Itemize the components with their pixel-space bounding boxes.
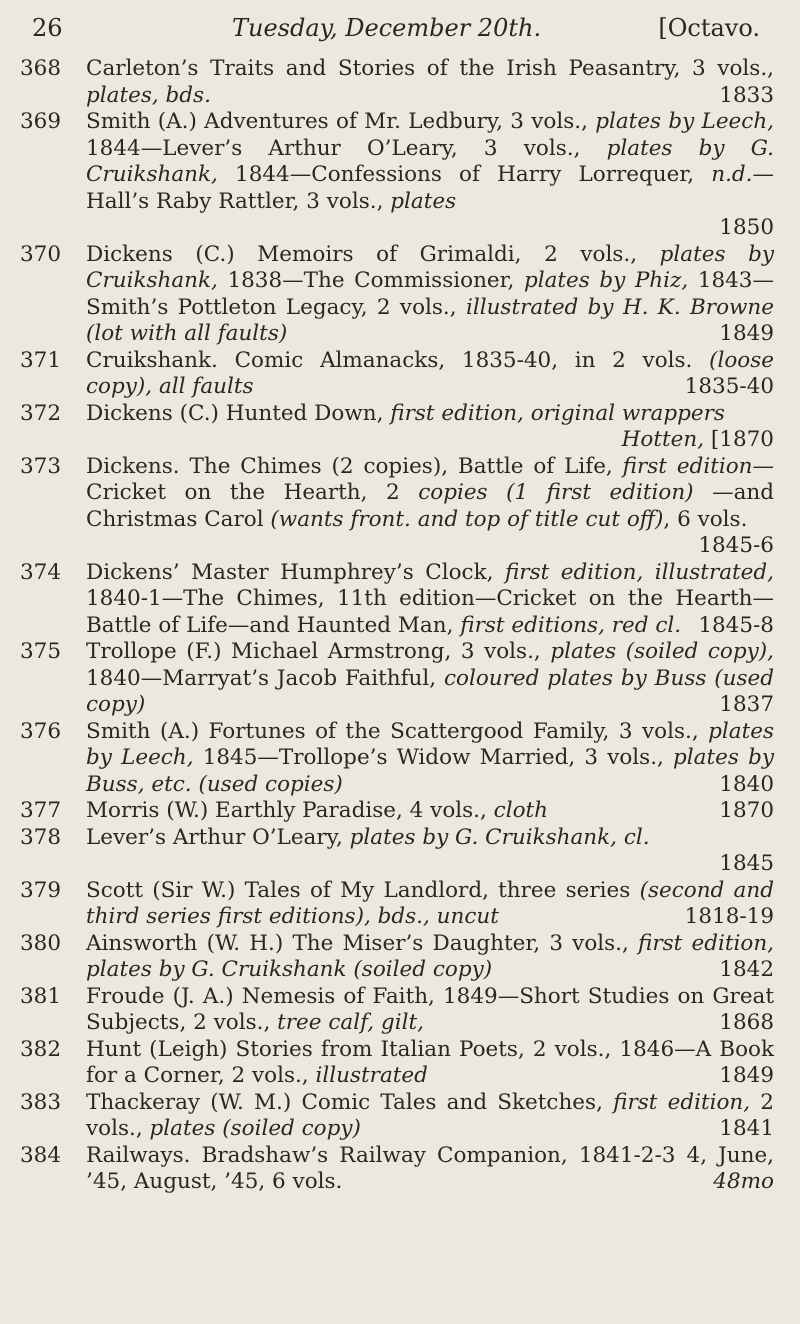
lot-description (86, 639, 774, 719)
lot-date: 1868 (719, 1010, 774, 1035)
lot-text-italic: plates (soiled copy), (550, 639, 774, 664)
lot-number: 368 (20, 56, 62, 81)
lot-text: Dickens. The Chimes (2 copies), Battle of Life, (86, 453, 623, 479)
lot-text: —Cricket on the Hearth, 2 (86, 453, 775, 505)
lot-number: 373 (20, 453, 62, 479)
lot-entry (0, 798, 800, 825)
lot-number: 384 (20, 1142, 62, 1168)
lot-entry (0, 242, 800, 348)
lot-text: Dickens’ Master Humphrey’s Clock, (86, 559, 505, 585)
lot-date: 1845-8 (698, 612, 774, 638)
lot-text-italic: plates by Leech, (595, 109, 774, 134)
lot-text: Carleton’s Traits and Stories of the Irish Peasantry, 3 vols., (86, 56, 774, 81)
lot-text: Thackeray (W. M.) Comic Tales and Sketches, (86, 1089, 614, 1115)
lot-description (86, 56, 774, 109)
lot-text: —and Christmas Carol (86, 480, 775, 532)
lot-text-italic: first edition, original wrappers (390, 400, 725, 426)
lot-number: 377 (20, 798, 62, 823)
lot-date: Hotten, [1870 (621, 427, 774, 452)
lot-text-italic: coloured plates by Buss (used copy) (86, 665, 774, 717)
lot-description (86, 1037, 774, 1090)
lot-text-italic: plates, bds. (86, 82, 211, 108)
lot-entry (0, 348, 800, 401)
lot-date: 48mo (713, 1169, 774, 1194)
lot-number: 380 (20, 930, 62, 956)
lot-description (86, 401, 774, 454)
lot-entry (0, 1037, 800, 1090)
lot-description (86, 454, 774, 560)
lot-text-italic: plates by Buss, etc. (used copies) (86, 745, 774, 797)
lot-entry (0, 109, 800, 242)
lot-text: —Hall’s Raby Rattler, 3 vols., (86, 162, 774, 214)
lot-text: Ainsworth (W. H.) The Miser’s Daughter, 3 vols., (86, 930, 639, 956)
lot-text: 1840-1—The Chimes, 11th edition—Cricket on the Hearth—Battle of Life—and Haunted Man, (86, 586, 774, 638)
lot-date: 1833 (719, 82, 774, 108)
lot-text: 1845—Trollope’s Widow Married, 3 vols., (193, 745, 674, 770)
lot-text-italic: first edition (622, 453, 753, 479)
lot-text-italic: (loose copy), all faults (86, 347, 774, 399)
lot-text-italic: cloth (493, 798, 549, 823)
lot-date: 1841 (719, 1116, 774, 1141)
lot-list (0, 56, 800, 1196)
lot-description (86, 798, 774, 825)
lot-number: 375 (20, 639, 62, 664)
lot-text-italic: plates (390, 188, 457, 214)
lot-description (86, 931, 774, 984)
lot-text-italic: tree calf, gilt, (277, 1010, 424, 1035)
lot-text: Lever’s Arthur O’Leary, (86, 824, 350, 850)
lot-description (86, 1143, 774, 1196)
lot-text: Cruikshank. Comic Almanacks, 1835-40, in 2 vols. (86, 347, 710, 373)
lot-text-italic: plates by Phiz, (523, 268, 689, 293)
lot-text: Scott (Sir W.) Tales of My Landlord, three series (86, 877, 640, 903)
lot-description (86, 348, 774, 401)
lot-date: 1840 (719, 771, 774, 797)
lot-text: Dickens (C.) Memoirs of Grimaldi, 2 vols., (86, 241, 660, 267)
lot-description (86, 1090, 774, 1143)
format-label: [Octavo. (658, 14, 760, 42)
lot-text-italic: plates by G. Cruikshank, cl. (349, 824, 650, 850)
lot-entry (0, 931, 800, 984)
page-header (32, 14, 760, 50)
lot-entry (0, 719, 800, 799)
lot-description (86, 984, 774, 1037)
lot-description (86, 560, 774, 640)
lot-entry (0, 454, 800, 560)
lot-number: 383 (20, 1089, 62, 1115)
lot-text: Railways. Bradshaw’s Railway Companion, 1841-2-3 4, June, ’45, August, ’45, 6 vols. (86, 1142, 774, 1194)
lot-number: 369 (20, 109, 62, 134)
lot-text-italic: copies (1 first edition) (418, 480, 694, 505)
lot-text-italic: illustrated by H. K. Browne (lot with all faults) (86, 294, 775, 346)
lot-date: 1845 (719, 851, 774, 876)
lot-number: 382 (20, 1036, 62, 1062)
lot-text: Trollope (F.) Michael Armstrong, 3 vols., (86, 639, 551, 664)
lot-description (86, 878, 774, 931)
lot-date: 1870 (719, 798, 774, 823)
lot-number: 371 (20, 347, 62, 373)
lot-text: Dickens (C.) Hunted Down, (86, 400, 391, 426)
lot-entry (0, 1090, 800, 1143)
sale-date: Tuesday, December 20th. (232, 14, 542, 42)
lot-text-italic: first edition, (613, 1089, 751, 1115)
lot-date: 1849 (719, 321, 774, 346)
lot-description (86, 242, 774, 348)
lot-entry (0, 401, 800, 454)
lot-text-italic: first editions, red cl. (460, 612, 682, 638)
lot-entry (0, 825, 800, 878)
lot-entry (0, 639, 800, 719)
lot-number: 370 (20, 241, 62, 267)
lot-entry (0, 56, 800, 109)
lot-number: 381 (20, 983, 62, 1009)
lot-text: Smith (A.) Fortunes of the Scattergood Family, 3 vols., (86, 718, 709, 744)
lot-entry (0, 560, 800, 640)
lot-text-italic: plates by Cruikshank, (86, 241, 774, 293)
lot-text-italic: illustrated (315, 1063, 428, 1088)
lot-text: 1840—Marryat’s Jacob Faithful, (86, 665, 444, 691)
lot-text: Smith (A.) Adventures of Mr. Ledbury, 3 vols., (86, 109, 596, 134)
lot-text-italic: first edition, plates by G. Cruikshank (soiled copy) (86, 930, 775, 982)
lot-date: 1818-19 (684, 904, 774, 929)
lot-date: 1845-6 (698, 533, 774, 558)
page-number: 26 (32, 14, 63, 42)
lot-date: 1849 (719, 1063, 774, 1088)
lot-date: 1850 (719, 215, 774, 240)
lot-number: 376 (20, 718, 62, 744)
lot-text-italic: first edition, illustrated, (504, 559, 774, 585)
lot-text-italic: plates by G. Cruikshank, (86, 135, 774, 187)
lot-text-italic: (second and third series first editions), bds., uncut (86, 877, 774, 929)
lot-text: Morris (W.) Earthly Paradise, 4 vols., (86, 798, 494, 823)
lot-text: Froude (J. A.) Nemesis of Faith, 1849—Short Studies on Great Subjects, 2 vols., (86, 983, 774, 1035)
lot-text-italic: n.d. (711, 162, 753, 187)
lot-entry (0, 878, 800, 931)
lot-text: Hunt (Leigh) Stories from Italian Poets, 2 vols., 1846—A Book for a Corner, 2 vols., (86, 1036, 774, 1088)
lot-number: 379 (20, 877, 62, 903)
lot-entry (0, 1143, 800, 1196)
lot-text: 2 vols., (86, 1089, 774, 1141)
lot-description (86, 825, 774, 878)
lot-number: 372 (20, 400, 62, 426)
lot-number: 374 (20, 559, 62, 585)
lot-text-italic: plates (soiled copy) (149, 1116, 361, 1141)
lot-description (86, 719, 774, 799)
lot-text: , 6 vols. (663, 506, 748, 532)
lot-text: 1844—Lever’s Arthur O’Leary, 3 vols., (86, 135, 607, 161)
lot-text-italic: (wants front. and top of title cut off) (270, 506, 664, 532)
lot-text: 1844—Confessions of Harry Lorrequer, (217, 162, 712, 187)
lot-text: 1843—Smith’s Pottleton Legacy, 2 vols., (86, 268, 774, 320)
lot-description (86, 109, 774, 242)
lot-number: 378 (20, 824, 62, 850)
lot-date: 1835-40 (684, 374, 774, 399)
lot-text: 1838—The Commissioner, (217, 268, 524, 293)
lot-date: 1842 (719, 957, 774, 982)
lot-entry (0, 984, 800, 1037)
lot-date: 1837 (719, 692, 774, 717)
lot-text-italic: plates by Leech, (86, 718, 774, 770)
